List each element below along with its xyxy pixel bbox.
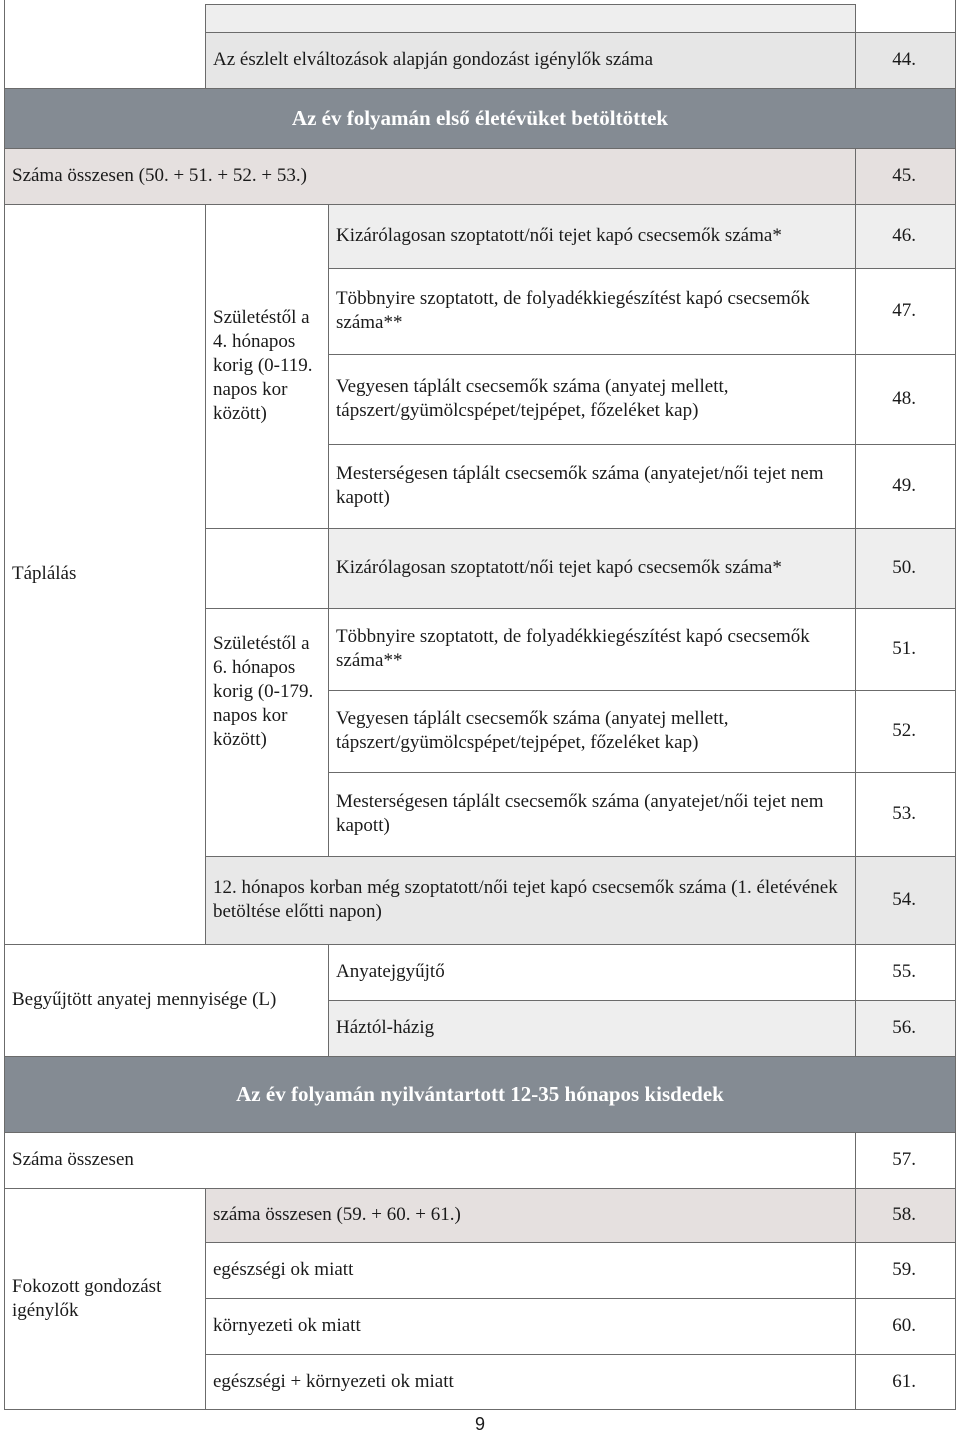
row-48-label: Vegyesen táplált csecsemők száma (anyatej mellett, tápszert/gyümölcspépet/tejpépet, főzeléket kap) — [336, 376, 729, 421]
row-59-number: 59. — [892, 1259, 916, 1280]
row-59-label: egészségi ok miatt — [213, 1259, 354, 1280]
row-56-number: 56. — [855, 1000, 956, 1056]
row-50-label: Kizárólagosan szoptatott/női tejet kapó csecsemők száma* — [328, 528, 855, 608]
row-50-number: 50. — [855, 528, 956, 608]
row-48-number: 48. — [892, 388, 916, 409]
row-46-label: Kizárólagosan szoptatott/női tejet kapó csecsemők száma* — [328, 204, 855, 268]
row-53-label: Mesterségesen táplált csecsemők száma (anyatejet/női tejet nem kapott) — [336, 791, 824, 836]
row-49-number: 49. — [892, 475, 916, 496]
section-title-toddlers: Az év folyamán nyilvántartott 12-35 hónapos kisdedek — [4, 1056, 956, 1132]
row-52-label: Vegyesen táplált csecsemők száma (anyatej mellett, tápszert/gyümölcspépet/tejpépet, főzeléket kap) — [336, 708, 729, 753]
row-58-number: 58. — [855, 1188, 956, 1242]
group-4-month-label: Születéstől a 4. hónapos korig (0-119. napos kor között) — [213, 307, 313, 424]
row-52-number: 52. — [892, 720, 916, 741]
row-57-number: 57. — [892, 1149, 916, 1170]
row-58-label: száma összesen (59. + 60. + 61.) — [205, 1188, 855, 1242]
row-46-number: 46. — [855, 204, 956, 268]
feeding-label: Táplálás — [12, 563, 77, 584]
row-47-label: Többnyire szoptatott, de folyadékkiegészítést kapó csecsemők száma** — [336, 288, 810, 333]
row-53-number: 53. — [892, 803, 916, 824]
row-49-label: Mesterségesen táplált csecsemők száma (anyatejet/női tejet nem kapott) — [336, 463, 824, 508]
special-care-cell — [4, 1188, 205, 1410]
row-56-label: Háztól-házig — [328, 1000, 855, 1056]
row-60-number: 60. — [892, 1315, 916, 1336]
row-51-label: Többnyire szoptatott, de folyadékkiegészítést kapó csecsemők száma** — [336, 626, 810, 671]
row-60-label: környezeti ok miatt — [213, 1315, 361, 1336]
row-61-label: egészségi + környezeti ok miatt — [213, 1371, 454, 1392]
row-55-label: Anyatejgyűjtő — [336, 961, 445, 982]
section-title-first-year: Az év folyamán első életévüket betöltöttek — [4, 88, 956, 148]
blank-row — [205, 4, 855, 32]
row-45-label: Száma összesen (50. + 51. + 52. + 53.) — [4, 148, 855, 204]
row-55-number: 55. — [892, 961, 916, 982]
group-4-month-cell — [205, 204, 328, 528]
collected-milk-label: Begyűjtött anyatej mennyisége (L) — [12, 989, 277, 1010]
row-47-number: 47. — [892, 300, 916, 321]
row-51-number: 51. — [892, 638, 916, 659]
row-57-label: Száma összesen — [12, 1149, 134, 1170]
row-44-number: 44. — [855, 32, 956, 88]
row-45-number: 45. — [855, 148, 956, 204]
group-6-month-cell — [205, 608, 328, 856]
row-54-number: 54. — [855, 856, 956, 944]
group-6-month-label: Születéstől a 6. hónapos korig (0-179. napos kor között) — [213, 633, 314, 750]
special-care-label: Fokozott gondozást igénylők — [12, 1276, 162, 1321]
row-44-label: Az észlelt elváltozások alapján gondozást igénylők száma — [205, 32, 855, 88]
page-number: 9 — [474, 1414, 485, 1434]
row-54-label: 12. hónapos korban még szoptatott/női tejet kapó csecsemők száma (1. életévének betöltése előtti napon) — [205, 856, 855, 944]
row-61-number: 61. — [892, 1371, 916, 1392]
